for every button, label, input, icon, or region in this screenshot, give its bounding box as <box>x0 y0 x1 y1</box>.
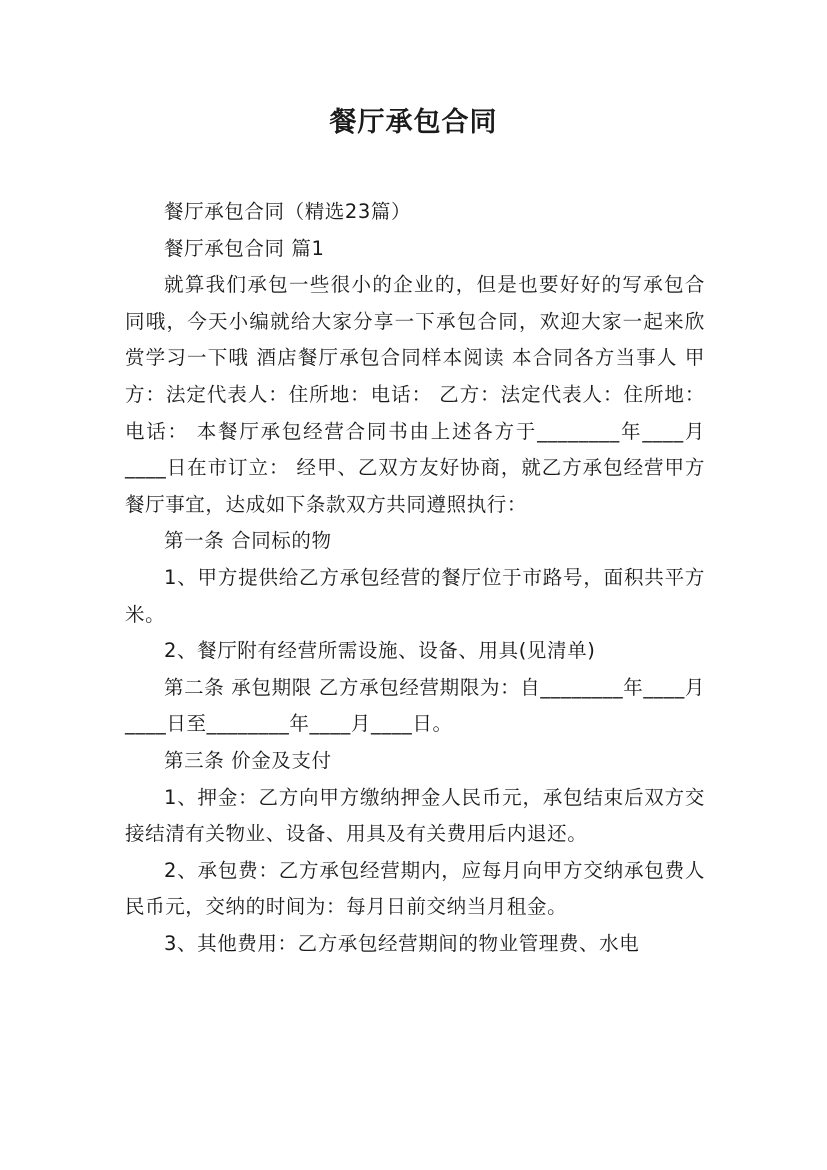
document-title: 餐厅承包合同 <box>329 107 498 138</box>
paragraph-article-1: 第一条 合同标的物 <box>164 529 332 553</box>
paragraph-article-1-item-1: 1、甲方提供给乙方承包经营的餐厅位于市路号，面积共平方米。 <box>125 565 705 626</box>
paragraph-article-3-item-1: 1、押金：乙方向甲方缴纳押金人民币元，承包结束后双方交接结清有关物业、设备、用具及有关费用后内退还。 <box>125 785 705 846</box>
paragraph-article-3-item-2: 2、承包费：乙方承包经营期内，应每月向甲方交纳承包费人民币元，交纳的时间为：每月日前交纳当月租金。 <box>125 858 705 919</box>
paragraph-article-2: 第二条 承包期限 乙方承包经营期限为：自________年____月____日至________年____月____日。 <box>125 675 705 736</box>
paragraph-article-1-item-2: 2、餐厅附有经营所需设施、设备、用具(见清单) <box>164 639 596 663</box>
document-body <box>125 194 705 962</box>
paragraph-section-heading: 餐厅承包合同 篇1 <box>164 236 325 260</box>
paragraph-article-3: 第三条 价金及支付 <box>164 748 332 772</box>
paragraph-intro: 就算我们承包一些很小的企业的，但是也要好好的写承包合同哦，今天小编就给大家分享一下承包合同，欢迎大家一起来欣赏学习一下哦 酒店餐厅承包合同样本阅读 本合同各方当事人 甲方：法定代表人：住所地：电话： 乙方：法定代表人：住所地：电话： 本餐厅承包经营合同书由上述各方于________年____月____日在市订立： 经甲、乙双方友好协商，就乙方承包经营甲方餐厅事宜，达成如下条款双方共同遵照执行： <box>125 273 705 516</box>
paragraph-article-3-item-3: 3、其他费用：乙方承包经营期间的物业管理费、水电 <box>164 931 640 955</box>
paragraph-subtitle: 餐厅承包合同（精选23篇） <box>164 200 412 223</box>
